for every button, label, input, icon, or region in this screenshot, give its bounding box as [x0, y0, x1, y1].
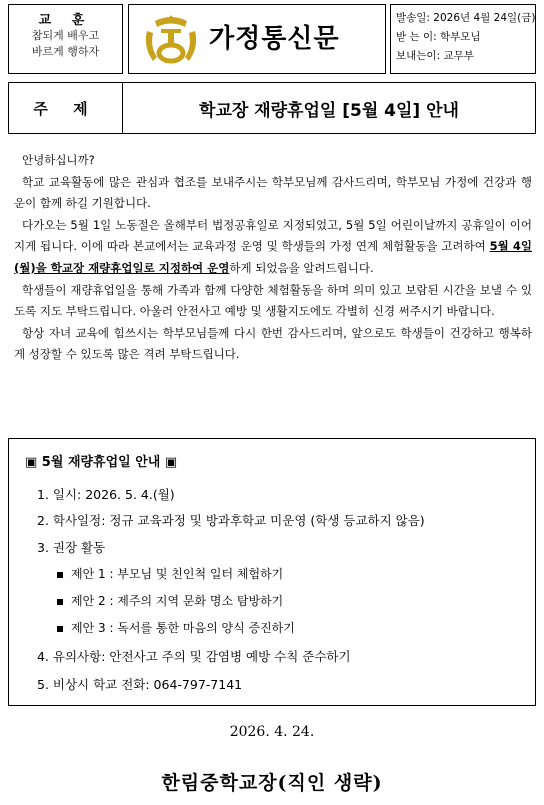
- notice-item-caution: 4. 유의사항: 안전사고 주의 및 감염병 예방 수칙 준수하기: [37, 649, 351, 664]
- paragraph-text: 하게 되었음을 알려드립니다.: [229, 260, 374, 275]
- notice-box: [8, 438, 536, 706]
- sender: 보내는이: 교무부: [396, 50, 474, 62]
- subject-box: [8, 82, 536, 134]
- emphasis-text: 5월 4일(월)을 학교장 재량휴업일로 지정하여 운영: [14, 239, 532, 275]
- suggestion-text: 제안 2 : 제주의 지역 문화 명소 탐방하기: [71, 594, 284, 608]
- recipient: 받 는 이: 학부모님: [396, 31, 481, 43]
- suggestion-text: 제안 1 : 부모님 및 친인척 일터 체험하기: [71, 567, 284, 581]
- paragraph: [14, 215, 532, 280]
- notice-item-schedule: 2. 학사일정: 정규 교육과정 및 방과후학교 미운영 (학생 등교하지 않음): [37, 513, 425, 528]
- paragraph-text: 다가오는 5월 1일 노동절은 올해부터 법정공휴일로 지정되었고, 5월 5일 어린이날까지 공휴일이 이어지게 됩니다. 이에 따라 본교에서는 교육과정 운영 및 학생들의 가정 연계 체험활동을 고려하여: [14, 217, 532, 254]
- suggestion-item: [57, 592, 283, 609]
- suggestion-item: [57, 619, 295, 636]
- suggestion-text: 제안 3 : 독서를 통한 마음의 양식 증진하기: [71, 621, 295, 635]
- paragraph: 항상 자녀 교육에 힘쓰시는 학부모님들께 다시 한번 감사드리며, 앞으로도 학생들이 건강하고 행복하게 성장할 수 있도록 많은 격려 부탁드립니다.: [14, 325, 532, 362]
- newsletter-name: 가정통신문: [209, 24, 340, 54]
- notice-item-activities: 3. 권장 활동: [37, 540, 106, 555]
- notice-item-phone: 5. 비상시 학교 전화: 064-797-7141: [37, 677, 243, 692]
- notice-title: ▣ 5월 재량휴업일 안내 ▣: [25, 455, 178, 470]
- send-info-box: [390, 4, 536, 74]
- subject-title: 학교장 재량휴업일 [5월 4일] 안내: [199, 100, 459, 121]
- paragraph: 학교 교육활동에 많은 관심과 협조를 보내주시는 학부모님께 감사드리며, 학부모님 가정에 건강과 행운이 함께 하길 기원합니다.: [14, 174, 532, 211]
- square-bullet-icon: [57, 599, 63, 605]
- motto-line: 참되게 배우고: [31, 29, 100, 42]
- school-emblem-icon: [141, 11, 201, 69]
- notice-item-date: 1. 일시: 2026. 5. 4.(월): [37, 487, 175, 502]
- subject-label: 주 제: [9, 83, 123, 133]
- square-bullet-icon: [57, 572, 63, 578]
- letter-date: 2026. 4. 24.: [229, 724, 315, 740]
- paragraph: 학생들이 재량휴업일을 통해 가족과 함께 다양한 체험활동을 하며 의미 있고 보람된 시간을 보낼 수 있도록 지도 부탁드립니다. 아울러 안전사고 예방 및 생활지도에도 각별히 신경 써주시기 바랍니다.: [14, 282, 532, 319]
- square-bullet-icon: [57, 626, 63, 632]
- greeting: 안녕하십니까?: [22, 153, 95, 167]
- motto-title: 교 훈: [38, 13, 93, 28]
- principal-signature: 한림중학교장(직인 생략): [161, 772, 383, 794]
- motto-line: 바르게 행하자: [31, 45, 100, 58]
- letter-body: [14, 150, 532, 366]
- newsletter-logo-box: [128, 4, 386, 74]
- suggestion-item: [57, 565, 283, 582]
- send-date: 발송일: 2026년 4월 24일(금): [396, 12, 536, 24]
- school-motto-box: [8, 4, 123, 74]
